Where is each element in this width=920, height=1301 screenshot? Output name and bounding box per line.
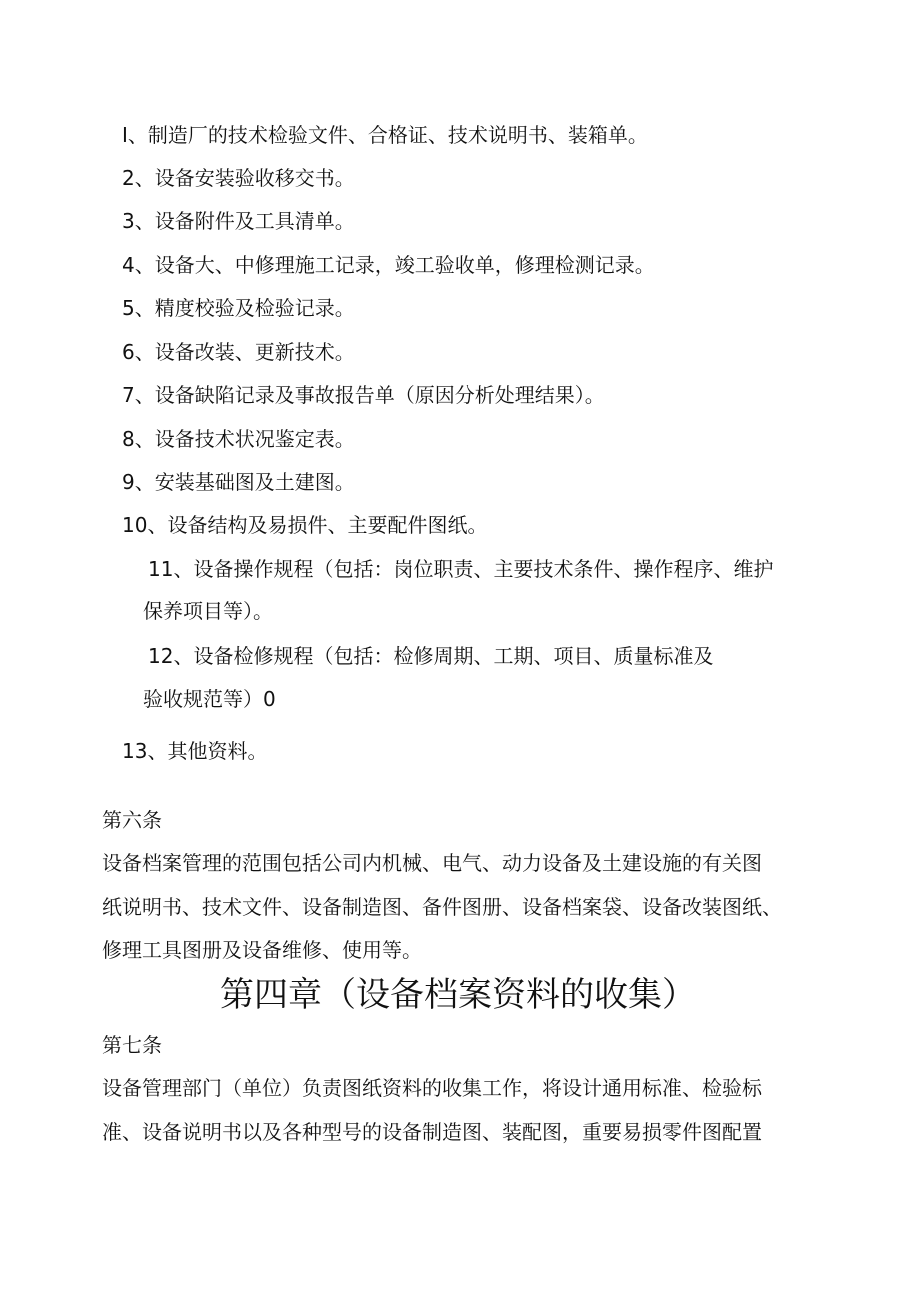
list-item-4: 4、设备大、中修理施工记录，竣工验收单，修理检测记录。 — [122, 253, 655, 277]
list-item-2: 2、设备安装验收移交书。 — [122, 166, 355, 190]
article-6-heading: 第六条 — [102, 808, 162, 832]
list-item-11: 11、设备操作规程（包括：岗位职责、主要技术条件、操作程序、维护 — [148, 557, 774, 581]
list-item-8: 8、设备技术状况鉴定表。 — [122, 427, 355, 451]
article-7-line-2: 准、设备说明书以及各种型号的设备制造图、装配图，重要易损零件图配置 — [102, 1120, 762, 1144]
list-item-6: 6、设备改装、更新技术。 — [122, 340, 355, 364]
list-item-13: 13、其他资料。 — [122, 739, 268, 763]
article-6-line-1: 设备档案管理的范围包括公司内机械、电气、动力设备及土建设施的有关图 — [102, 851, 762, 875]
list-item-1: I、制造厂的技术检验文件、合格证、技术说明书、装箱单。 — [122, 123, 648, 147]
list-item-7: 7、设备缺陷记录及事故报告单（原因分析处理结果）。 — [122, 383, 605, 407]
list-item-12: 12、设备检修规程（包括：检修周期、工期、项目、质量标准及 — [148, 644, 714, 668]
list-item-5: 5、精度校验及检验记录。 — [122, 296, 355, 320]
article-6-line-3: 修理工具图册及设备维修、使用等。 — [102, 938, 422, 962]
list-item-9: 9、安装基础图及土建图。 — [122, 470, 355, 494]
list-item-11-continued: 保养项目等）。 — [143, 599, 273, 623]
list-item-12-continued: 验收规范等）0 — [143, 687, 276, 711]
article-7-line-1: 设备管理部门（单位）负责图纸资料的收集工作，将设计通用标准、检验标 — [102, 1076, 762, 1100]
list-item-10: 10、设备结构及易损件、主要配件图纸。 — [122, 513, 488, 537]
article-7-heading: 第七条 — [102, 1033, 162, 1057]
article-6-line-2: 纸说明书、技术文件、设备制造图、备件图册、设备档案袋、设备改装图纸、 — [102, 895, 782, 919]
chapter-4-title: 第四章（设备档案资料的收集） — [220, 975, 696, 1015]
list-item-3: 3、设备附件及工具清单。 — [122, 209, 355, 233]
